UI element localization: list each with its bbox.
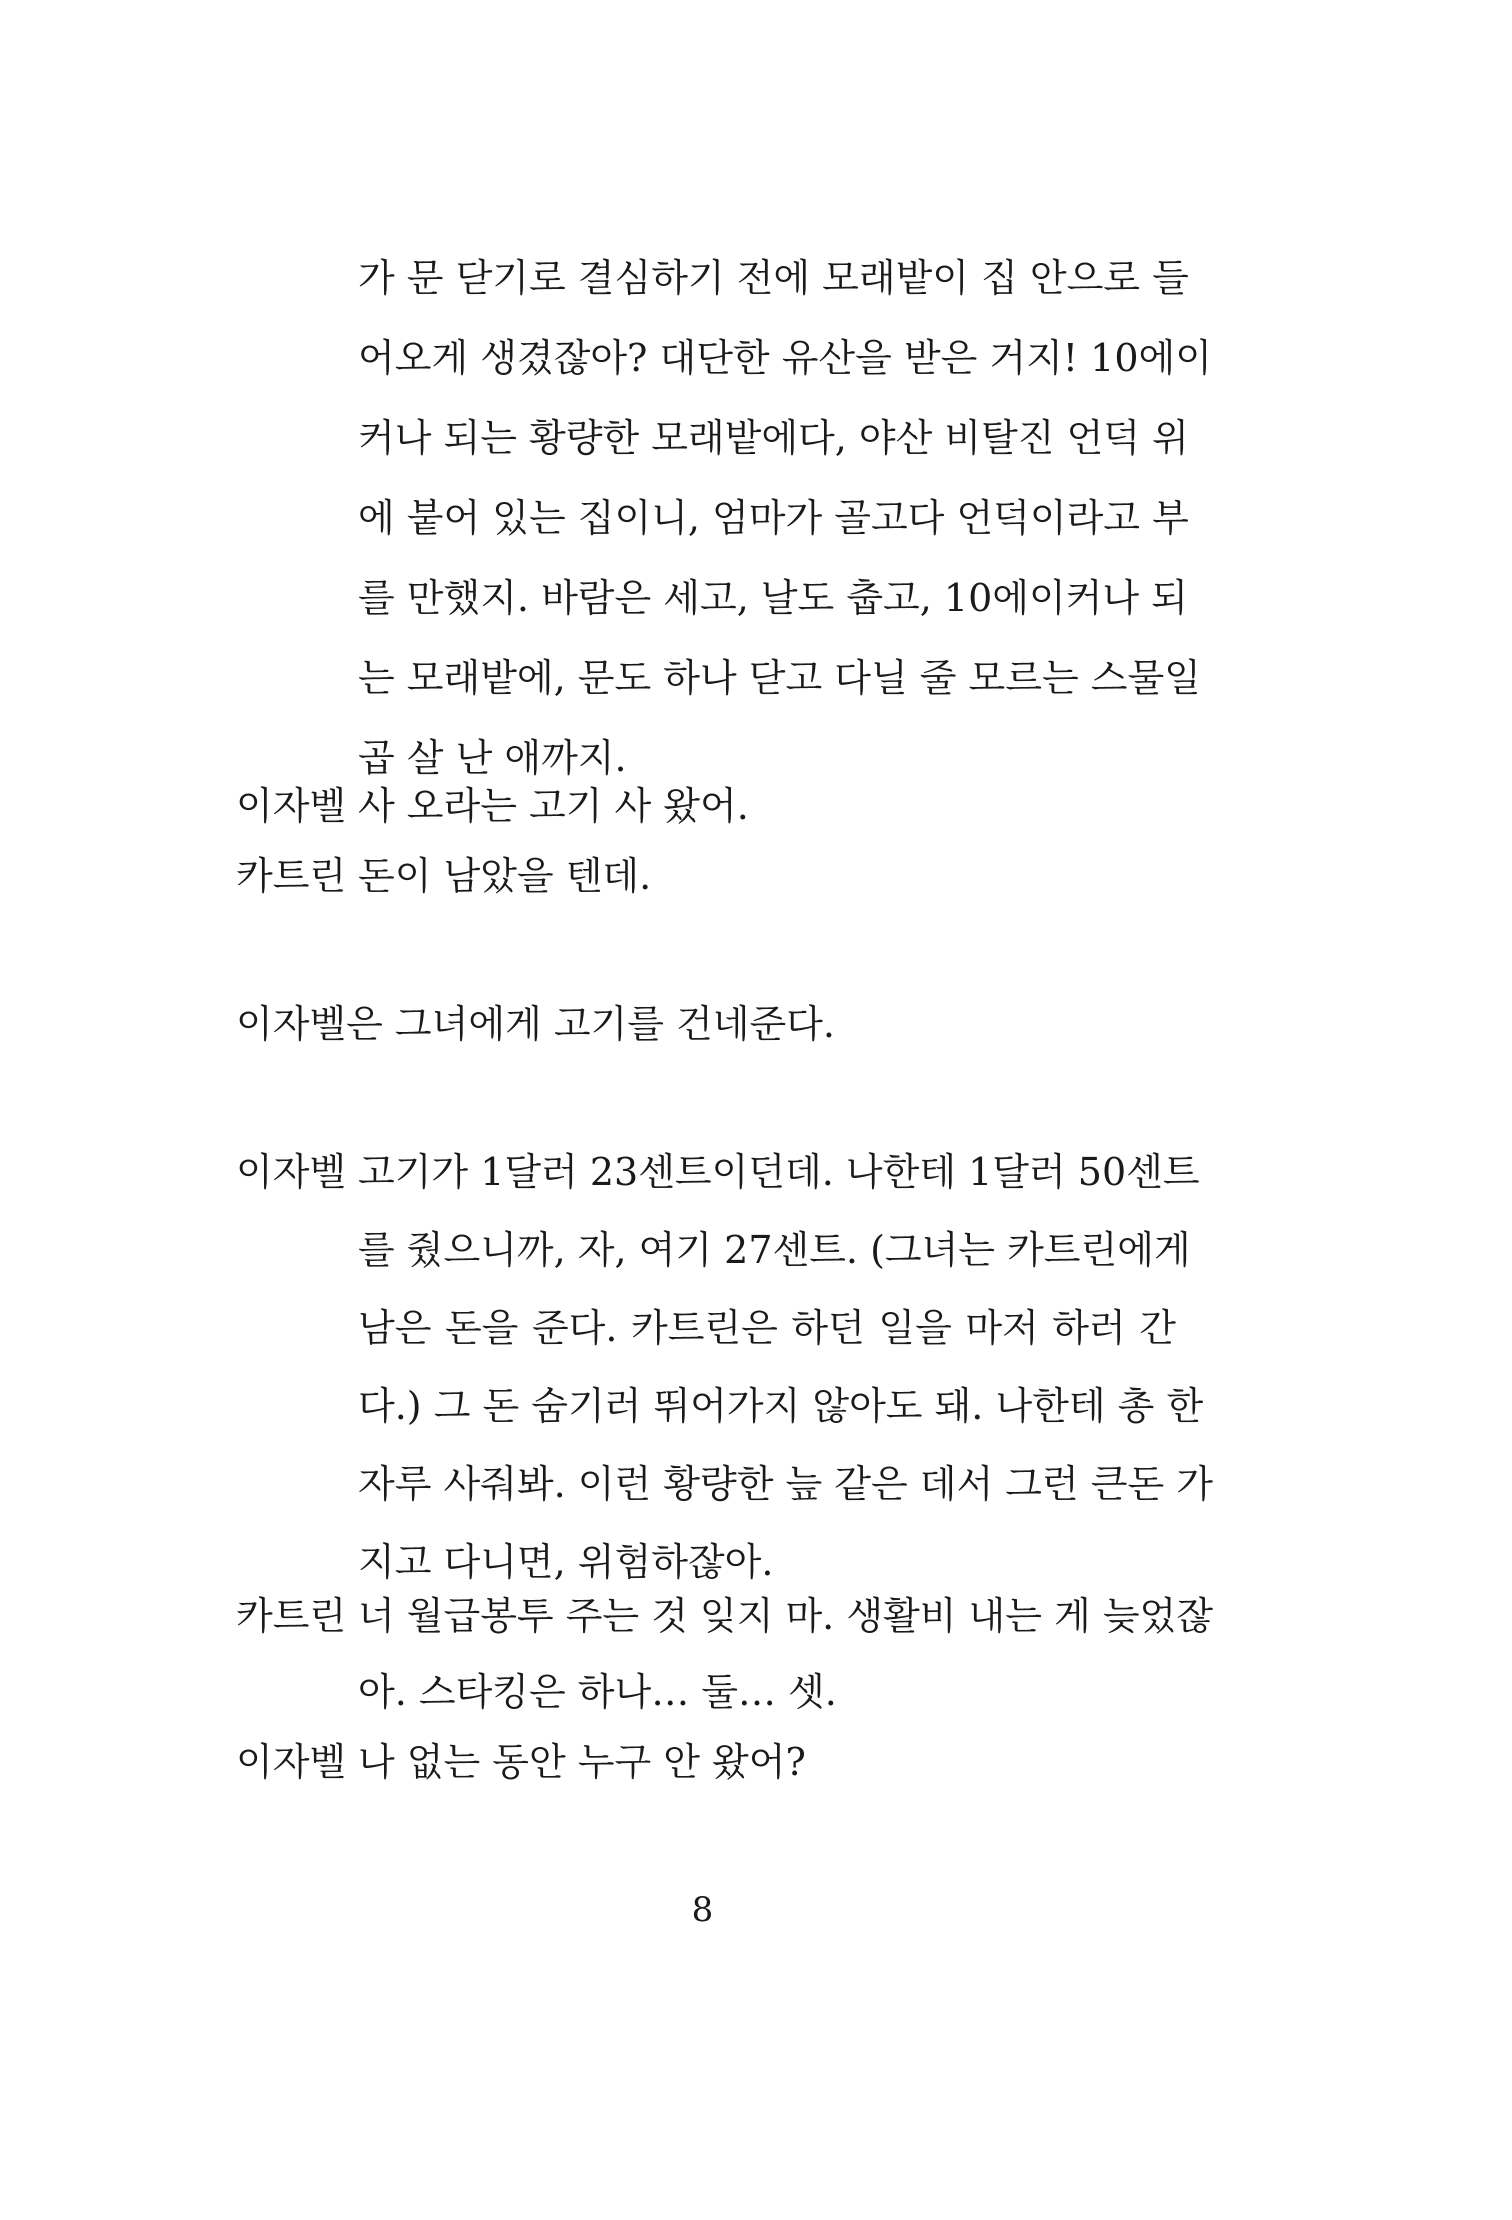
speech-line: 다.) 그 돈 숨기러 뛰어가지 않아도 돼. 나한테 총 한	[358, 1384, 1204, 1428]
speech-line: 커나 되는 황량한 모래밭에다, 야산 비탈진 언덕 위	[358, 416, 1189, 460]
speech-line: 나 없는 동안 누구 안 왔어?	[358, 1740, 806, 1784]
speech-line: 는 모래밭에, 문도 하나 닫고 다닐 줄 모르는 스물일	[358, 656, 1201, 700]
speaker-name: 이자벨	[236, 1740, 347, 1784]
speech-line: 남은 돈을 준다. 카트린은 하던 일을 마저 하러 간	[358, 1306, 1176, 1350]
speech-line: 어오게 생겼잖아? 대단한 유산을 받은 거지! 10에이	[358, 336, 1212, 380]
speech-line: 를 만했지. 바람은 세고, 날도 춥고, 10에이커나 되	[358, 576, 1188, 620]
page-number: 8	[691, 1890, 714, 1930]
speech-line: 너 월급봉투 주는 것 잊지 마. 생활비 내는 게 늦었잖	[358, 1594, 1213, 1638]
speaker-name: 카트린	[236, 1594, 347, 1638]
speech-line: 를 줬으니까, 자, 여기 27센트. (그녀는 카트린에게	[358, 1228, 1191, 1272]
speech-line: 에 붙어 있는 집이니, 엄마가 골고다 언덕이라고 부	[358, 496, 1189, 540]
speech-line: 지고 다니면, 위험하잖아.	[358, 1540, 774, 1584]
speech-line: 고기가 1달러 23센트이던데. 나한테 1달러 50센트	[358, 1150, 1200, 1194]
speaker-name: 카트린	[236, 854, 347, 898]
speech-line: 돈이 남았을 텐데.	[358, 854, 652, 898]
stage-direction: 이자벨은 그녀에게 고기를 건네준다.	[236, 1002, 835, 1046]
speech-line: 곱 살 난 애까지.	[358, 736, 627, 780]
speech-line: 아. 스타킹은 하나… 둘… 셋.	[358, 1670, 837, 1714]
speech-line: 자루 사줘봐. 이런 황량한 늪 같은 데서 그런 큰돈 가	[358, 1462, 1213, 1506]
speech-line: 사 오라는 고기 사 왔어.	[358, 784, 749, 828]
speaker-name: 이자벨	[236, 1150, 347, 1194]
speaker-name: 이자벨	[236, 784, 347, 828]
speech-line: 가 문 닫기로 결심하기 전에 모래밭이 집 안으로 들	[358, 256, 1189, 300]
